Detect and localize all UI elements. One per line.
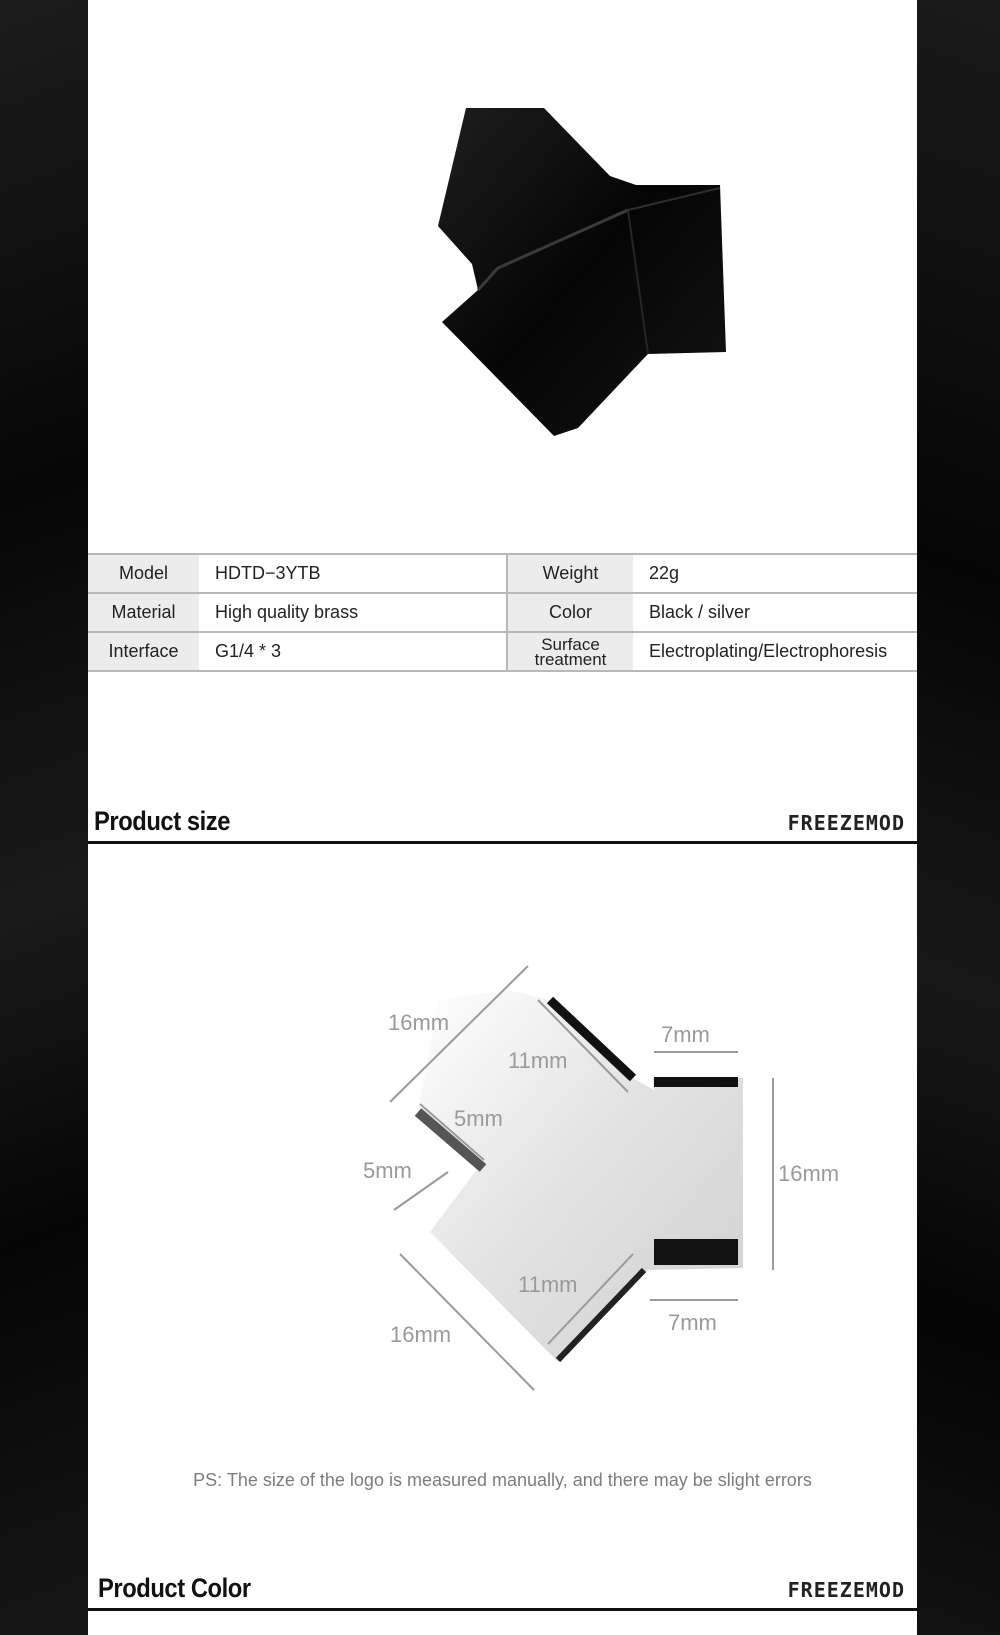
content-panel: [88, 0, 917, 1635]
dim-label: 5mm: [363, 1158, 412, 1183]
spec-label: Interface: [88, 632, 199, 671]
spec-label: [507, 632, 633, 671]
right-background: [917, 0, 1000, 1635]
dim-label: 11mm: [518, 1272, 578, 1297]
dim-label: 7mm: [668, 1310, 717, 1335]
left-background: [0, 0, 88, 1635]
spec-label-line: treatment: [534, 649, 607, 669]
section-title: Product size: [94, 806, 231, 836]
black-y-fitting-image: [88, 0, 917, 545]
spec-label: Weight: [507, 554, 633, 593]
spec-row: [88, 554, 917, 593]
spec-value: 22g: [633, 554, 917, 593]
brand-logo: FREEZEMOD: [787, 1578, 905, 1602]
dim-label: 16mm: [388, 1010, 450, 1035]
dim-label: 7mm: [661, 1022, 710, 1047]
spec-label-line: Surface: [541, 634, 600, 654]
section-title: Product Color: [98, 1573, 251, 1603]
dim-label: 16mm: [778, 1161, 840, 1186]
spec-value: Black / silver: [633, 593, 917, 632]
spec-value: G1/4 * 3: [199, 632, 507, 671]
brand-logo: FREEZEMOD: [787, 811, 905, 835]
spec-label: Color: [507, 593, 633, 632]
spec-row: [88, 593, 917, 632]
measurement-note: PS: The size of the logo is measured manually, and there may be slight errors: [193, 1470, 812, 1490]
product-size-header: [88, 795, 917, 844]
spec-value: HDTD−3YTB: [199, 554, 507, 593]
spec-value: High quality brass: [199, 593, 507, 632]
spec-row: [88, 632, 917, 671]
dim-label: 11mm: [508, 1048, 568, 1073]
spec-table: [88, 553, 917, 672]
dim-label: 16mm: [390, 1322, 452, 1347]
dimension-diagram: [88, 850, 917, 1410]
product-color-header: [88, 1562, 917, 1611]
dim-label: 5mm: [454, 1106, 503, 1131]
spec-label: Model: [88, 554, 199, 593]
spec-label: Material: [88, 593, 199, 632]
spec-value: Electroplating/Electrophoresis: [633, 632, 917, 671]
